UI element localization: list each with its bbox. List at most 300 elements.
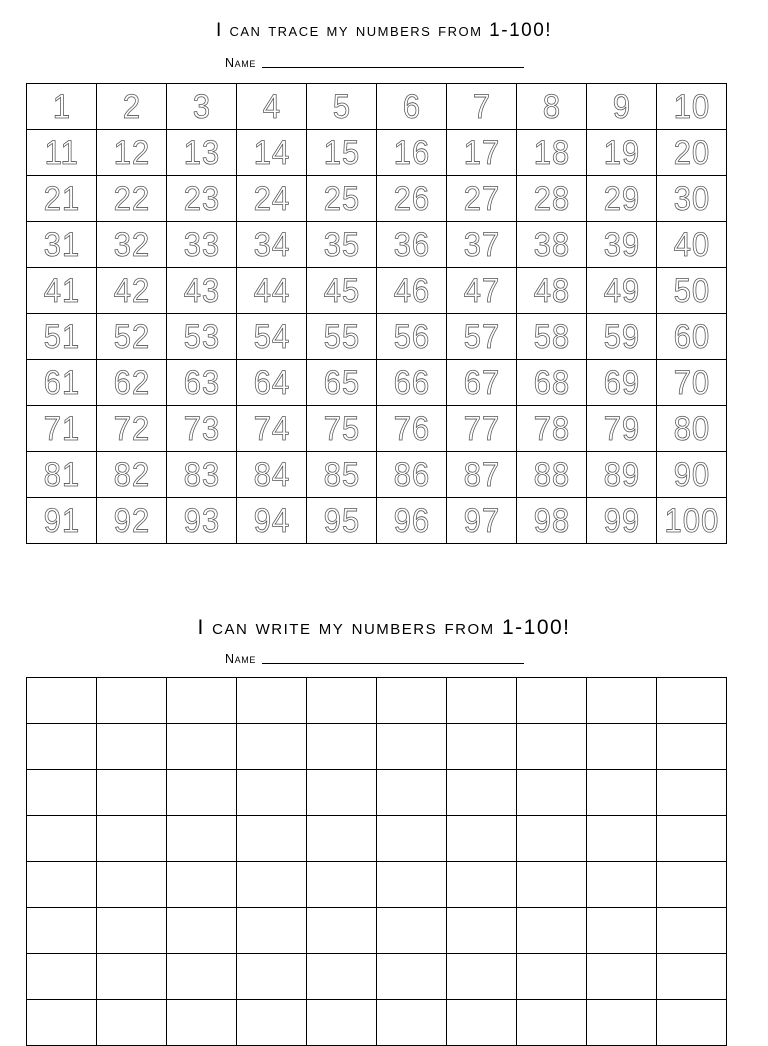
trace-cell[interactable] — [447, 360, 517, 406]
blank-write-cell[interactable] — [517, 724, 587, 770]
dotted-number: 49 — [603, 271, 640, 310]
blank-write-cell[interactable] — [237, 862, 307, 908]
dotted-number: 50 — [673, 271, 710, 310]
dotted-number: 38 — [533, 225, 570, 264]
trace-cell[interactable] — [27, 84, 97, 130]
trace-cell[interactable] — [587, 130, 657, 176]
trace-cell[interactable] — [237, 268, 307, 314]
blank-write-cell[interactable] — [307, 724, 377, 770]
trace-cell[interactable] — [97, 314, 167, 360]
trace-cell[interactable] — [307, 222, 377, 268]
blank-write-cell[interactable] — [97, 770, 167, 816]
blank-write-cell[interactable] — [657, 770, 727, 816]
dotted-number: 85 — [323, 455, 360, 494]
dotted-number: 60 — [673, 317, 710, 356]
dotted-number: 44 — [253, 271, 290, 310]
dotted-number: 22 — [113, 179, 150, 218]
dotted-number: 70 — [673, 363, 710, 402]
dotted-number: 58 — [533, 317, 570, 356]
dotted-number: 81 — [43, 455, 80, 494]
dotted-number: 39 — [603, 225, 640, 264]
trace-cell[interactable] — [517, 360, 587, 406]
trace-worksheet-title: I can trace my numbers from 1-100! — [215, 20, 553, 41]
dotted-number: 6 — [402, 87, 421, 126]
dotted-number: 74 — [253, 409, 290, 448]
trace-cell[interactable] — [167, 360, 237, 406]
trace-cell[interactable] — [237, 360, 307, 406]
blank-write-cell[interactable] — [657, 1000, 727, 1046]
dotted-number: 16 — [393, 133, 430, 172]
trace-cell[interactable] — [97, 406, 167, 452]
blank-write-cell[interactable] — [657, 816, 727, 862]
dotted-number: 23 — [183, 179, 220, 218]
trace-cell[interactable] — [657, 498, 727, 544]
trace-cell[interactable] — [517, 314, 587, 360]
trace-cell[interactable] — [657, 268, 727, 314]
trace-cell[interactable] — [167, 498, 237, 544]
trace-cell[interactable] — [307, 314, 377, 360]
dotted-number: 71 — [43, 409, 80, 448]
dotted-number: 56 — [393, 317, 430, 356]
dotted-number: 59 — [603, 317, 640, 356]
blank-writing-grid — [26, 677, 727, 1046]
blank-write-cell[interactable] — [517, 954, 587, 1000]
blank-write-cell[interactable] — [167, 908, 237, 954]
blank-write-cell[interactable] — [237, 770, 307, 816]
dotted-number: 93 — [183, 501, 220, 540]
trace-cell[interactable] — [447, 314, 517, 360]
trace-cell[interactable] — [27, 498, 97, 544]
trace-cell[interactable] — [377, 314, 447, 360]
write-worksheet-title: I can write my numbers from 1-100! — [197, 616, 571, 639]
name-label: Name — [225, 56, 256, 70]
blank-write-cell[interactable] — [307, 862, 377, 908]
trace-cell[interactable] — [307, 268, 377, 314]
trace-cell[interactable] — [377, 452, 447, 498]
dotted-number: 37 — [463, 225, 500, 264]
blank-write-cell[interactable] — [97, 862, 167, 908]
dotted-number: 30 — [673, 179, 710, 218]
dotted-number: 54 — [253, 317, 290, 356]
grid-row — [27, 176, 727, 222]
trace-cell[interactable] — [657, 406, 727, 452]
dotted-number: 51 — [43, 317, 80, 356]
dotted-number: 27 — [463, 179, 500, 218]
trace-cell[interactable] — [657, 452, 727, 498]
dotted-number: 83 — [183, 455, 220, 494]
blank-write-cell[interactable] — [307, 1000, 377, 1046]
dotted-number: 34 — [253, 225, 290, 264]
dotted-number: 62 — [113, 363, 150, 402]
dotted-number: 2 — [122, 87, 141, 126]
trace-cell[interactable] — [307, 406, 377, 452]
blank-write-cell[interactable] — [167, 678, 237, 724]
blank-write-cell[interactable] — [27, 816, 97, 862]
trace-cell[interactable] — [97, 452, 167, 498]
dotted-number: 77 — [463, 409, 500, 448]
trace-cell[interactable] — [587, 268, 657, 314]
grid-row — [27, 1000, 727, 1046]
trace-cell[interactable] — [587, 452, 657, 498]
grid-row — [27, 314, 727, 360]
dotted-number: 66 — [393, 363, 430, 402]
blank-write-cell[interactable] — [27, 770, 97, 816]
dotted-number: 4 — [262, 87, 281, 126]
dotted-number: 87 — [463, 455, 500, 494]
trace-cell[interactable] — [447, 268, 517, 314]
grid-row — [27, 678, 727, 724]
trace-cell[interactable] — [447, 406, 517, 452]
dotted-number: 7 — [472, 87, 491, 126]
trace-cell[interactable] — [307, 176, 377, 222]
trace-cell[interactable] — [587, 176, 657, 222]
blank-write-cell[interactable] — [587, 770, 657, 816]
blank-write-cell[interactable] — [167, 770, 237, 816]
trace-cell[interactable] — [447, 452, 517, 498]
blank-write-cell[interactable] — [97, 908, 167, 954]
dotted-number: 15 — [323, 133, 360, 172]
trace-cell[interactable] — [377, 498, 447, 544]
trace-cell[interactable] — [657, 130, 727, 176]
blank-write-cell[interactable] — [447, 770, 517, 816]
trace-cell[interactable] — [237, 314, 307, 360]
blank-write-cell[interactable] — [447, 678, 517, 724]
dotted-number: 67 — [463, 363, 500, 402]
blank-write-cell[interactable] — [27, 724, 97, 770]
trace-cell[interactable] — [27, 130, 97, 176]
dotted-number: 24 — [253, 179, 290, 218]
dotted-number: 20 — [673, 133, 710, 172]
trace-cell[interactable] — [167, 406, 237, 452]
trace-cell[interactable] — [587, 360, 657, 406]
blank-write-cell[interactable] — [587, 724, 657, 770]
trace-cell[interactable] — [377, 360, 447, 406]
trace-cell[interactable] — [167, 452, 237, 498]
dotted-number: 94 — [253, 501, 290, 540]
blank-write-cell[interactable] — [587, 954, 657, 1000]
trace-cell[interactable] — [27, 314, 97, 360]
dotted-number: 29 — [603, 179, 640, 218]
blank-write-cell[interactable] — [447, 724, 517, 770]
trace-cell[interactable] — [27, 268, 97, 314]
dotted-number: 21 — [43, 179, 80, 218]
trace-cell[interactable] — [27, 222, 97, 268]
dotted-number: 76 — [393, 409, 430, 448]
dotted-number: 75 — [323, 409, 360, 448]
grid-row — [27, 816, 727, 862]
trace-cell[interactable] — [237, 452, 307, 498]
dotted-number: 5 — [332, 87, 351, 126]
trace-cell[interactable] — [97, 268, 167, 314]
trace-cell[interactable] — [377, 268, 447, 314]
blank-write-cell[interactable] — [167, 954, 237, 1000]
dotted-number: 57 — [463, 317, 500, 356]
blank-write-cell[interactable] — [307, 908, 377, 954]
grid-row — [27, 406, 727, 452]
blank-write-cell[interactable] — [97, 954, 167, 1000]
blank-write-cell[interactable] — [27, 908, 97, 954]
blank-write-cell[interactable] — [377, 954, 447, 1000]
trace-cell[interactable] — [307, 84, 377, 130]
trace-cell[interactable] — [167, 222, 237, 268]
blank-write-cell[interactable] — [27, 678, 97, 724]
write-name-field — [225, 652, 524, 666]
blank-write-cell[interactable] — [307, 816, 377, 862]
dotted-number: 47 — [463, 271, 500, 310]
trace-cell[interactable] — [587, 406, 657, 452]
trace-cell[interactable] — [167, 130, 237, 176]
blank-write-cell[interactable] — [657, 908, 727, 954]
trace-cell[interactable] — [27, 452, 97, 498]
blank-write-cell[interactable] — [517, 1000, 587, 1046]
dotted-number: 82 — [113, 455, 150, 494]
trace-cell[interactable] — [587, 498, 657, 544]
blank-write-cell[interactable] — [447, 862, 517, 908]
grid-row — [27, 222, 727, 268]
trace-number-grid — [26, 83, 727, 544]
trace-cell[interactable] — [97, 360, 167, 406]
trace-cell[interactable] — [517, 452, 587, 498]
blank-write-cell[interactable] — [237, 1000, 307, 1046]
grid-row — [27, 84, 727, 130]
trace-name-field — [225, 56, 524, 70]
trace-cell[interactable] — [377, 130, 447, 176]
trace-cell[interactable] — [27, 406, 97, 452]
blank-write-cell[interactable] — [97, 678, 167, 724]
blank-write-cell[interactable] — [377, 1000, 447, 1046]
dotted-number: 11 — [44, 133, 79, 172]
dotted-number: 8 — [542, 87, 561, 126]
blank-write-cell[interactable] — [377, 816, 447, 862]
dotted-number: 69 — [603, 363, 640, 402]
dotted-number: 36 — [393, 225, 430, 264]
blank-write-cell[interactable] — [237, 816, 307, 862]
trace-cell[interactable] — [377, 222, 447, 268]
trace-cell[interactable] — [167, 314, 237, 360]
dotted-number: 33 — [183, 225, 220, 264]
dotted-number: 45 — [323, 271, 360, 310]
blank-write-cell[interactable] — [97, 1000, 167, 1046]
dotted-number: 17 — [463, 133, 500, 172]
dotted-number: 55 — [323, 317, 360, 356]
trace-cell[interactable] — [97, 130, 167, 176]
dotted-number: 18 — [533, 133, 570, 172]
trace-cell[interactable] — [377, 406, 447, 452]
trace-cell[interactable] — [517, 130, 587, 176]
blank-write-cell[interactable] — [657, 678, 727, 724]
dotted-number: 1 — [52, 87, 71, 126]
blank-write-cell[interactable] — [657, 954, 727, 1000]
trace-cell[interactable] — [237, 498, 307, 544]
trace-cell[interactable] — [657, 222, 727, 268]
trace-cell[interactable] — [167, 176, 237, 222]
trace-cell[interactable] — [237, 406, 307, 452]
grid-row — [27, 908, 727, 954]
blank-write-cell[interactable] — [377, 770, 447, 816]
blank-write-cell[interactable] — [587, 862, 657, 908]
blank-write-cell[interactable] — [447, 908, 517, 954]
dotted-number: 64 — [253, 363, 290, 402]
trace-cell[interactable] — [447, 176, 517, 222]
blank-write-cell[interactable] — [377, 908, 447, 954]
dotted-number: 79 — [603, 409, 640, 448]
blank-write-cell[interactable] — [377, 862, 447, 908]
grid-row — [27, 360, 727, 406]
trace-cell[interactable] — [97, 176, 167, 222]
dotted-number: 63 — [183, 363, 220, 402]
dotted-number: 90 — [673, 455, 710, 494]
dotted-number: 98 — [533, 501, 570, 540]
blank-write-cell[interactable] — [167, 862, 237, 908]
trace-cell[interactable] — [447, 498, 517, 544]
dotted-number: 32 — [113, 225, 150, 264]
trace-cell[interactable] — [447, 222, 517, 268]
dotted-number: 92 — [113, 501, 150, 540]
blank-write-cell[interactable] — [447, 1000, 517, 1046]
dotted-number: 42 — [113, 271, 150, 310]
trace-cell[interactable] — [237, 222, 307, 268]
dotted-number: 13 — [183, 133, 220, 172]
trace-cell[interactable] — [587, 222, 657, 268]
trace-cell[interactable] — [587, 314, 657, 360]
blank-write-cell[interactable] — [307, 678, 377, 724]
trace-cell[interactable] — [657, 360, 727, 406]
blank-write-cell[interactable] — [447, 954, 517, 1000]
trace-cell[interactable] — [657, 84, 727, 130]
blank-write-cell[interactable] — [237, 724, 307, 770]
trace-cell[interactable] — [307, 452, 377, 498]
trace-cell[interactable] — [587, 84, 657, 130]
dotted-number: 80 — [673, 409, 710, 448]
dotted-number: 96 — [393, 501, 430, 540]
blank-write-cell[interactable] — [517, 770, 587, 816]
trace-cell[interactable] — [517, 176, 587, 222]
dotted-number: 61 — [43, 363, 80, 402]
blank-write-cell[interactable] — [307, 770, 377, 816]
blank-write-cell[interactable] — [97, 724, 167, 770]
dotted-number: 9 — [612, 87, 631, 126]
blank-write-cell[interactable] — [377, 724, 447, 770]
trace-cell[interactable] — [307, 130, 377, 176]
name-write-line[interactable] — [262, 653, 524, 664]
dotted-number: 99 — [603, 501, 640, 540]
trace-cell[interactable] — [377, 176, 447, 222]
trace-cell[interactable] — [237, 84, 307, 130]
dotted-number: 53 — [183, 317, 220, 356]
dotted-number: 46 — [393, 271, 430, 310]
trace-cell[interactable] — [97, 498, 167, 544]
blank-write-cell[interactable] — [657, 862, 727, 908]
blank-write-cell[interactable] — [167, 1000, 237, 1046]
blank-write-cell[interactable] — [517, 816, 587, 862]
dotted-number: 35 — [323, 225, 360, 264]
dotted-number: 78 — [533, 409, 570, 448]
dotted-number: 88 — [533, 455, 570, 494]
blank-write-cell[interactable] — [657, 724, 727, 770]
dotted-number: 48 — [533, 271, 570, 310]
trace-cell[interactable] — [167, 268, 237, 314]
dotted-number: 31 — [43, 225, 80, 264]
blank-write-cell[interactable] — [517, 862, 587, 908]
name-write-line[interactable] — [262, 57, 524, 68]
blank-write-cell[interactable] — [447, 816, 517, 862]
grid-row — [27, 724, 727, 770]
trace-cell[interactable] — [657, 314, 727, 360]
blank-write-cell[interactable] — [237, 678, 307, 724]
dotted-number: 25 — [323, 179, 360, 218]
dotted-number: 91 — [43, 501, 80, 540]
blank-write-cell[interactable] — [517, 678, 587, 724]
trace-cell[interactable] — [377, 84, 447, 130]
grid-row — [27, 862, 727, 908]
dotted-number: 3 — [192, 87, 211, 126]
trace-cell[interactable] — [167, 84, 237, 130]
trace-cell[interactable] — [237, 176, 307, 222]
trace-cell[interactable] — [657, 176, 727, 222]
grid-row — [27, 498, 727, 544]
dotted-number: 65 — [323, 363, 360, 402]
dotted-number: 14 — [253, 133, 290, 172]
dotted-number: 84 — [253, 455, 290, 494]
trace-cell[interactable] — [517, 268, 587, 314]
trace-cell[interactable] — [237, 130, 307, 176]
trace-cell[interactable] — [447, 130, 517, 176]
trace-cell[interactable] — [97, 84, 167, 130]
dotted-number: 28 — [533, 179, 570, 218]
trace-cell[interactable] — [517, 222, 587, 268]
blank-write-cell[interactable] — [237, 954, 307, 1000]
dotted-number: 26 — [393, 179, 430, 218]
grid-row — [27, 452, 727, 498]
dotted-number: 72 — [113, 409, 150, 448]
trace-cell[interactable] — [517, 84, 587, 130]
dotted-number: 100 — [664, 501, 719, 540]
trace-cell[interactable] — [307, 360, 377, 406]
blank-write-cell[interactable] — [587, 908, 657, 954]
blank-write-cell[interactable] — [307, 954, 377, 1000]
blank-write-cell[interactable] — [377, 678, 447, 724]
blank-write-cell[interactable] — [27, 954, 97, 1000]
blank-write-cell[interactable] — [167, 724, 237, 770]
trace-cell[interactable] — [27, 176, 97, 222]
blank-write-cell[interactable] — [237, 908, 307, 954]
grid-row — [27, 268, 727, 314]
blank-write-cell[interactable] — [27, 862, 97, 908]
trace-cell[interactable] — [517, 498, 587, 544]
blank-write-cell[interactable] — [587, 1000, 657, 1046]
dotted-number: 41 — [43, 271, 80, 310]
grid-row — [27, 770, 727, 816]
trace-cell[interactable] — [27, 360, 97, 406]
blank-write-cell[interactable] — [167, 816, 237, 862]
trace-cell[interactable] — [307, 498, 377, 544]
blank-write-cell[interactable] — [517, 908, 587, 954]
blank-write-cell[interactable] — [587, 678, 657, 724]
trace-cell[interactable] — [447, 84, 517, 130]
blank-write-cell[interactable] — [587, 816, 657, 862]
dotted-number: 12 — [113, 133, 150, 172]
blank-write-cell[interactable] — [27, 1000, 97, 1046]
name-label: Name — [225, 652, 256, 666]
dotted-number: 86 — [393, 455, 430, 494]
dotted-number: 10 — [673, 87, 710, 126]
dotted-number: 73 — [183, 409, 220, 448]
trace-cell[interactable] — [517, 406, 587, 452]
blank-write-cell[interactable] — [97, 816, 167, 862]
dotted-number: 43 — [183, 271, 220, 310]
grid-row — [27, 130, 727, 176]
trace-cell[interactable] — [97, 222, 167, 268]
